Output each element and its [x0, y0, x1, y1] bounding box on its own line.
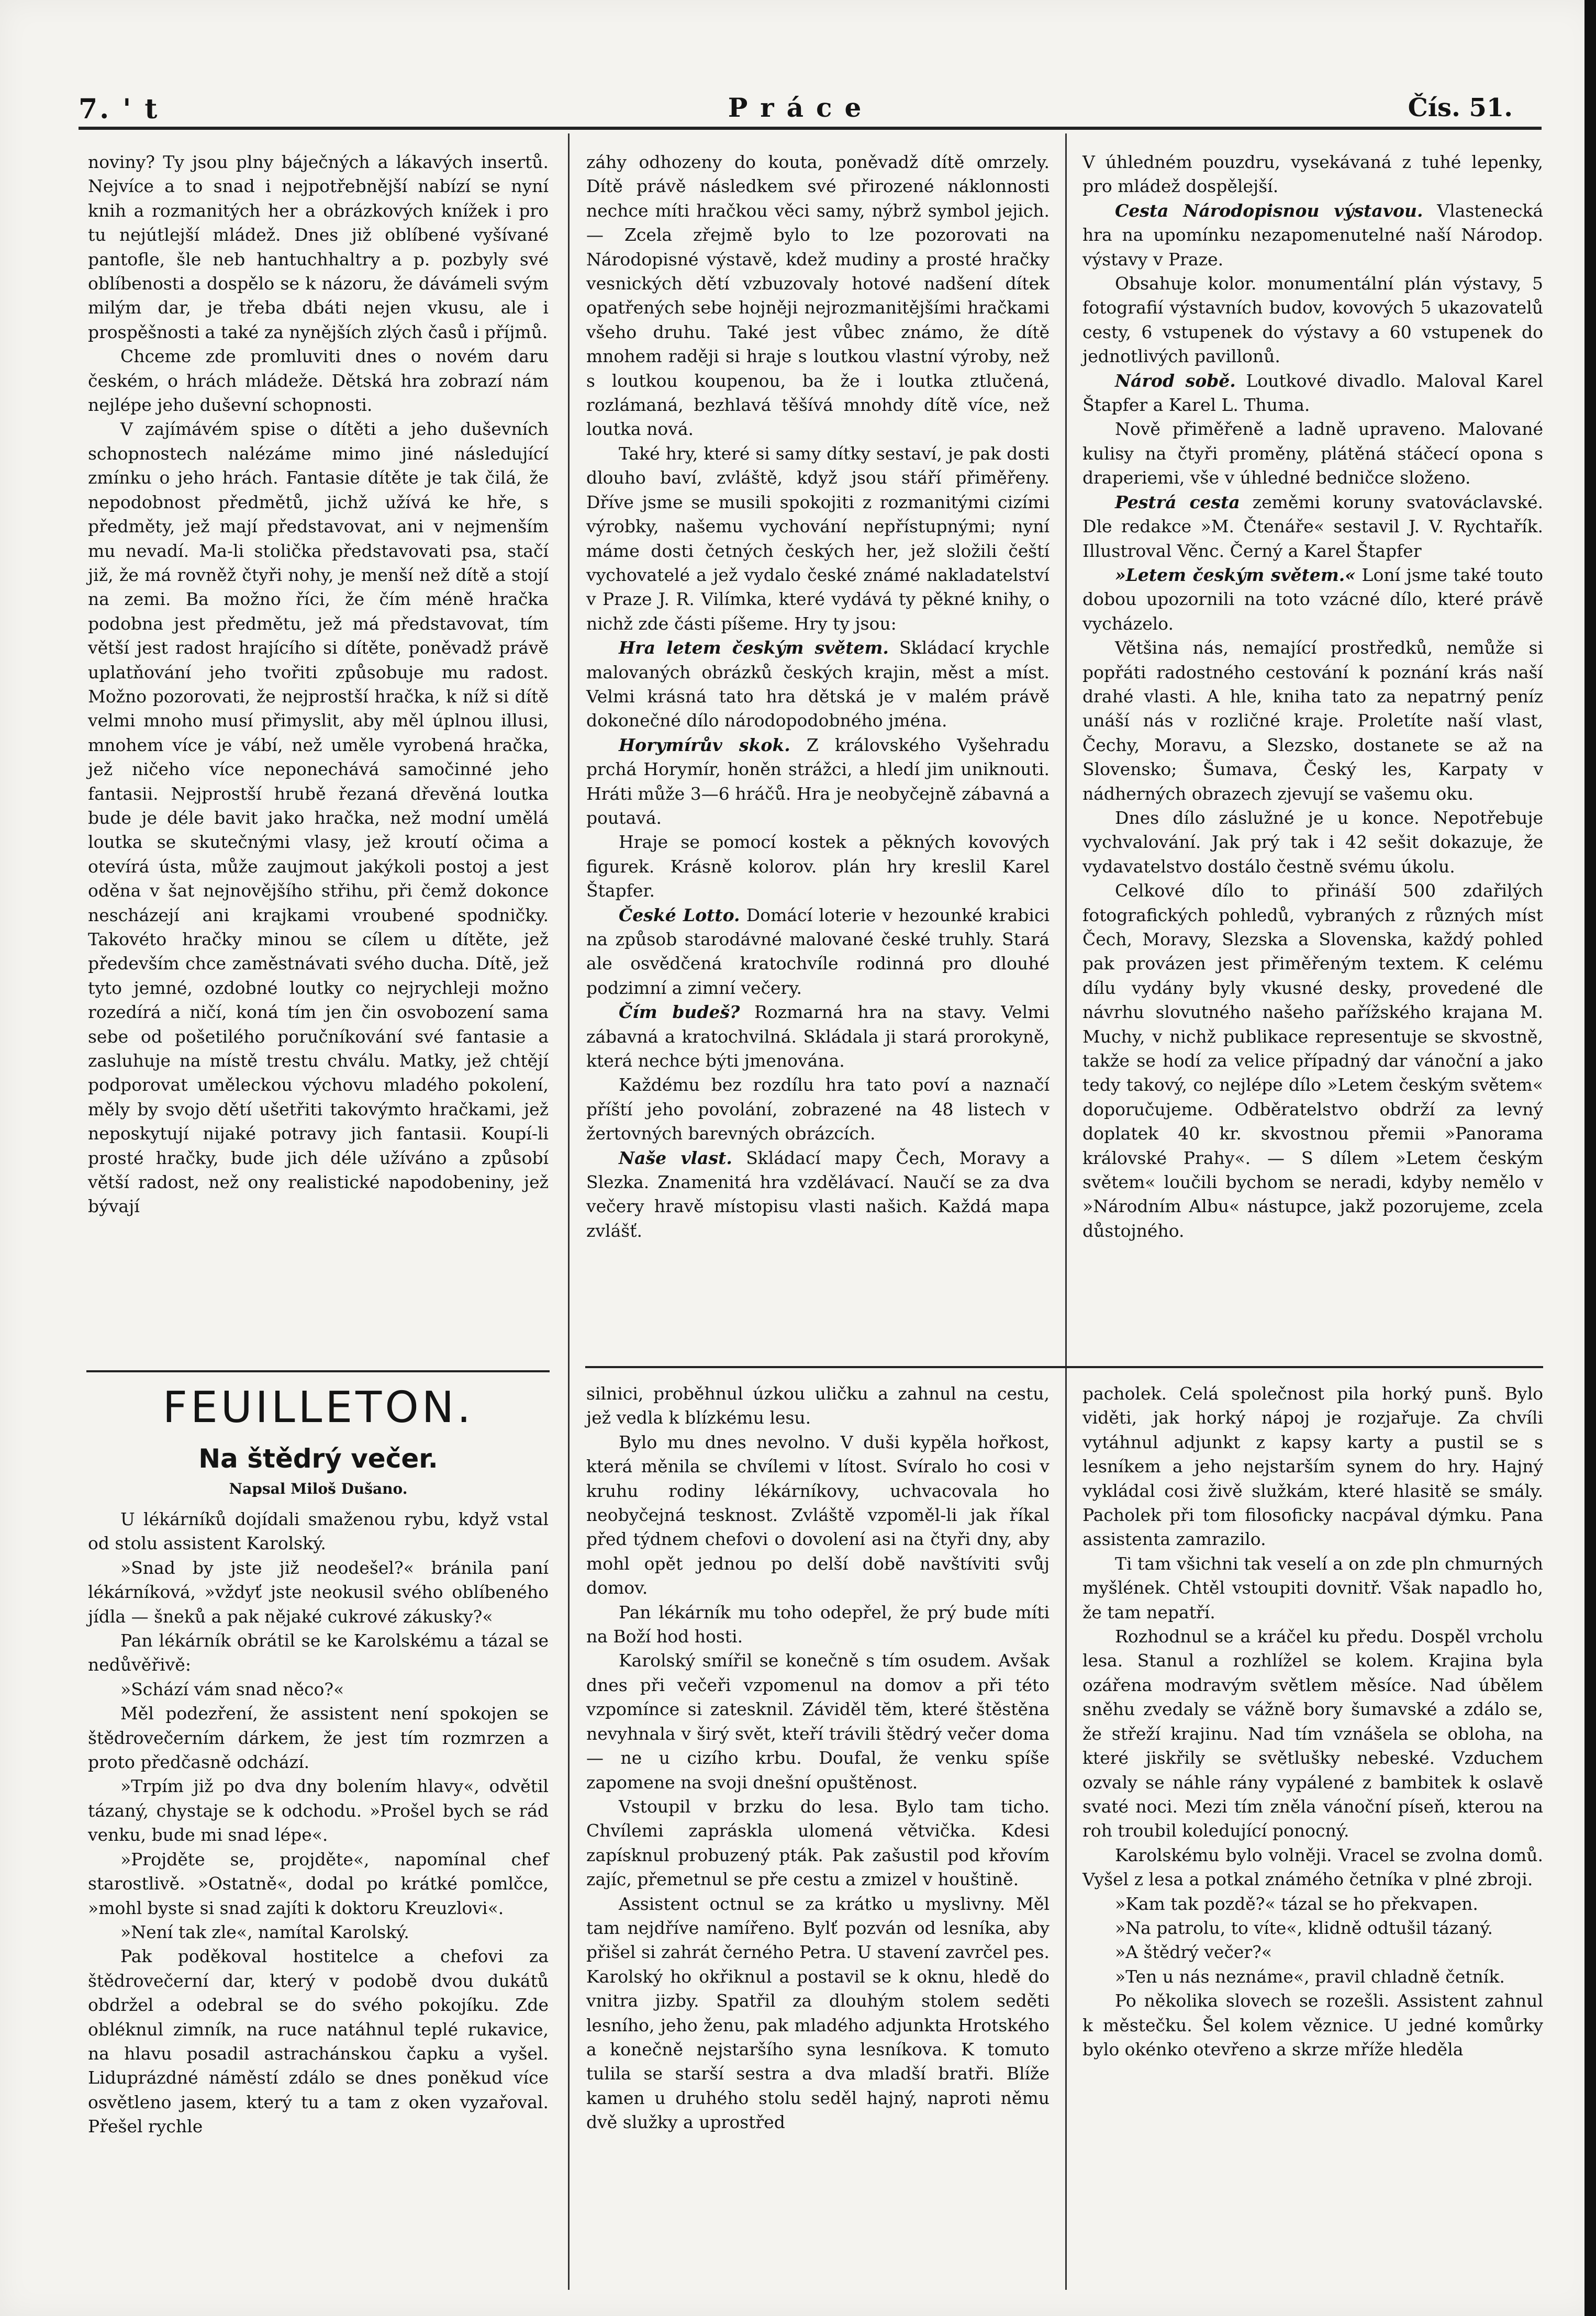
paragraph: Pan lékárník mu toho odepřel, že prý bude míti na Boží hod hosti.	[586, 1602, 1050, 1647]
paragraph: Každému bez rozdílu hra tato poví a naznačí příští jeho povolání, zobrazené na 48 listech v žertovných barevných obrázcích.	[586, 1075, 1050, 1144]
item-title: Hra letem českým světem.	[619, 637, 889, 658]
paragraph: Pestrá cesta zeměmi koruny svatováclavské. Dle redakce »M. Čtenáře« sestavil J. V. Rychtařík. Illustroval Věnc. Černý a Karel Štapfer	[1082, 491, 1543, 561]
feuilleton-column-1	[88, 1507, 549, 2139]
feuilleton-header	[88, 1382, 549, 1501]
paragraph: Národ sobě. Loutkové divadlo. Maloval Karel Štapfer a Karel L. Thuma.	[1082, 370, 1544, 416]
paragraph: Hraje se pomocí kostek a pěkných kovových figurek. Krásně kolorov. plán hry kreslil Karel Štapfer.	[586, 832, 1050, 901]
item-title: Cesta Národopisnou výstavou.	[1115, 200, 1423, 221]
newspaper-title: Práce	[728, 92, 874, 123]
paragraph: U lékárníků dojídali smaženou rybu, když vstal od stolu assistent Karolský.	[88, 1509, 549, 1554]
feuilleton-rule-left	[86, 1370, 550, 1372]
paragraph: »Snad by jste již neodešel?« bránila paní lékárníková, »vždyť jste neokusil svého oblíbeného jídla — šneků a pak nějaké cukrové zákusky?«	[88, 1557, 549, 1627]
paragraph: Obsahuje kolor. monumentální plán výstavy, 5 fotografií výstavních budov, kovových 5 ukazovatelů cesty, 6 vstupenek do výstavy a 60 vstupenek do jednotlivých pavillonů.	[1082, 273, 1543, 367]
feuilleton-heading: FEUILLETON.	[162, 1383, 474, 1433]
paragraph: Naše vlast. Skládací mapy Čech, Moravy a Slezka. Znamenitá hra vzdělávací. Naučí se za dva večery hravě místopisu vlasti našich. Každá mapa zvlášť.	[586, 1147, 1050, 1241]
paragraph: Karolskému bylo volněji. Vracel se zvolna domů. Vyšel z lesa a potkal známého četníka v plné zbroji.	[1082, 1844, 1543, 1890]
feuilleton-column-3	[1082, 1382, 1543, 2062]
paragraph: Hra letem českým světem. Skládací krychle malovaných obrázků českých krajin, měst a míst. Velmi krásná tato hra dětská je v malém právě dokonečné dílo národopodobného jména.	[586, 637, 1050, 731]
paragraph: Ti tam všichni tak veselí a on zde pln chmurných myšlének. Chtěl vstoupiti dovnitř. Však napadlo ho, že tam nepatří.	[1082, 1553, 1543, 1623]
paragraph: Měl podezření, že assistent není spokojen se štědrovečerním dárkem, že jest tím rozmrzen a proto předčasně odchází.	[88, 1703, 549, 1773]
paragraph: »Letem českým světem.« Loní jsme také touto dobou upozornili na toto vzácné dílo, které právě vycházelo.	[1082, 564, 1543, 634]
article-column-3	[1082, 150, 1543, 1243]
paragraph: »Není tak zle«, namítal Karolský.	[120, 1921, 409, 1942]
issue-number: Čís. 51.	[1408, 93, 1513, 122]
paragraph: Pan lékárník obrátil se ke Karolskému a tázal se nedůvěřivě:	[88, 1630, 549, 1675]
page-header	[79, 88, 1523, 125]
item-title: České Lotto.	[619, 904, 740, 925]
page-number: 7. ' t	[79, 93, 160, 125]
paragraph: »Na patrolu, to víte«, klidně odtušil tázaný.	[1115, 1917, 1493, 1938]
paragraph: »Ten u nás neznáme«, pravil chladně četník.	[1115, 1966, 1505, 1987]
scan-edge-stripe	[1584, 0, 1596, 2316]
paragraph: »Schází vám snad něco?«	[120, 1679, 344, 1699]
article-column-1	[88, 150, 549, 1219]
paragraph: Vstoupil v brzku do lesa. Bylo tam ticho. Chvílemi zapráskla ulomená větvička. Kdesi zapísknul probuzený pták. Pak zašustil pod křovím zajíc, přemetnul se pře cestu a zmizel v houštině.	[586, 1796, 1050, 1890]
column-divider-left	[568, 133, 570, 2290]
paragraph: záhy odhozeny do kouta, poněvadž dítě omrzely. Dítě právě následkem své přirozené náklonnosti nechce míti hračkou věci samy, nýbrž symbol jejich. — Zcela zřejmě bylo to lze pozorovati na Národopisné výstavě, kdež mudiny a prosté hračky vesnických dětí vzbuzovaly hotové nadšení dítek opatřených sebe hojněji nejrozmanitějšími hračkami všeho druhu. Také jest vůbec známo, že dítě mnohem raději si hraje s loutkou vlastní výroby, než s loutkou koupenou, ba že i loutka ztlučená, rozlámaná, bezhlavá těšívá mnohdy dítě více, než loutka nová.	[586, 152, 1050, 440]
paragraph: Bylo mu dnes nevolno. V duši kypěla hořkost, která měnila se chvílemi v lítost. Svíralo ho cosi v kruhu rodiny lékárníkovy, uchvacovala ho neobyčejná tesknost. Zvláště vzpoměl-li jak říkal před týdnem chefovi o dovolení asi na čtyři dny, aby mohl opět jednou po delší době navštíviti svůj domov.	[586, 1431, 1050, 1598]
article-column-2	[586, 150, 1050, 1243]
paragraph: »A štědrý večer?«	[1115, 1942, 1273, 1963]
paragraph: »Projděte se, projděte«, napomínal chef starostlivě. »Ostatně«, dodal po krátké pomlčce, »mohl byste si snad zajíti k doktoru Kreuzlovi«.	[88, 1849, 549, 1918]
header-rule	[79, 127, 1542, 130]
paragraph: České Lotto. Domácí loterie v hezounké krabici na způsob starodávné malované české truhly. Stará ale osvědčená kratochvíle rodinná pro dlouhé podzimní a zimní večery.	[586, 904, 1050, 998]
paragraph: Karolský smířil se konečně s tím osudem. Avšak dnes při večeři vzpomenul na domov a při této vzpomínce si zatesknil. Záviděl tĕm, které štěstěna nevyhnala v širý svět, kteří trávili štědrý večer doma — ne u cizího krbu. Doufal, že venku spíše zapomene na svoji dnešní opuštěnost.	[586, 1650, 1050, 1793]
feuilleton-column-2	[586, 1382, 1050, 2135]
paragraph: Rozhodnul se a kráčel ku předu. Dospěl vrcholu lesa. Stanul a rozhlížel se kolem. Krajina byla ozářena modravým světlem měsíce. Nad úbělem sněhu zvedaly se vážně bory šumavské a zdálo se, že střeží krajinu. Nad tím vznášela se obloha, na které jiskřily se světlušky nebeské. Vzduchem ozvaly se náhle rány vypálené z bambitek k oslavě svaté noci. Mezi tím zněla vánoční píseň, kterou na roh troubil koledující ponocný.	[1082, 1626, 1543, 1841]
paragraph: noviny? Ty jsou plny báječných a lákavých insertů. Nejvíce a to snad i nejpotřebnější nabízí se nyní knih a rozmanitých her a obrázkových knížek i pro tu nejútlejší mládež. Dnes již oblíbené vyšívané pantofle, šle neb hantuchhaltry a p. pozbyly své oblíbenosti a dospělo se k názoru, že dávámeli svým milým dar, je třeba dbáti nejen vkusu, ale i prospěšnosti a také za nynějších zlých časů i příjmů.	[88, 152, 549, 342]
paragraph: Cesta Národopisnou výstavou. Vlastenecká hra na upomínku nezapomenutelné naší Národop. výstavy v Praze.	[1082, 200, 1543, 270]
paragraph: pacholek. Celá společnost pila horký punš. Bylo viděti, jak horký nápoj je rozjařuje. Za chvíli vytáhnul adjunkt z kapsy karty a pustil se s lesníkem a jeho nejstarším synem do hry. Hajný vykládal cosi živě služkám, které hlasitě se smály. Pacholek při tom filosoficky nacpával dýmku. Pana assistenta zamrazilo.	[1082, 1383, 1543, 1550]
paragraph: Čím budeš? Rozmarná hra na stavy. Velmi zábavná a kratochvilná. Skládala ji stará prorokyně, která nechce býti jmenována.	[586, 1002, 1050, 1071]
story-title: Na štědrý večer.	[198, 1444, 438, 1474]
column-divider-right	[1065, 133, 1067, 2290]
paragraph: »Kam tak pozdě?« tázal se ho překvapen.	[1115, 1893, 1478, 1914]
item-title: Čím budeš?	[619, 1002, 740, 1023]
paragraph: V zajímávém spise o dítěti a jeho duševních schopnostech nalézáme mimo jiné následující zmínku o jeho hrách. Fantasie dítěte je tak čilá, že nepodobnost předmětů, jichž užívá ke hře, s předměty, jež mají představovat, ani v nejmenším mu nevadí. Ma-li stolička představovati psa, stačí již, že má rovněž čtyři nohy, je menší než dítě a stojí na zemi. Ba možno říci, že čím méně hračka podobna jest předmětu, jež má představovat, tím větší jest radost hrajícího si dítěte, poněvadž právě uplatňování jeho tvořiti způsobuje mu radost. Možno pozorovati, že nejprostší hračka, k níž si dítě velmi mnoho musí přimyslit, aby měl úplnou illusi, mnohem více je vábí, než uměle vyrobená hračka, jež ničeho více neponechává samočinné jeho fantasii. Nejprostší hrubě řezaná dřevěná loutka bude je déle bavit jako hračka, než modní umělá loutka se skutečnými vlasy, jež kroutí očima a otevírá ústa, může zaujmout jakýkoli postoj a jest oděna v šat nejnovějšího střihu, při čemž dokonce nescházejí ani krajkami vroubené spodničky. Takovéto hračky minou se cílem u dítěte, jež především chce zaměstnávati svého ducha. Dítě, jež tyto jemné, ozdobné loutky co nejrychleji možno rozedírá a ničí, koná tím jen čin osvobození sama sebe od pošetilého poručníkování své fantasie a zasluhuje na místě trestu chválu. Matky, jež chtějí podporovat uměleckou výchovu mladého pokolení, měly by svojo dětí ušetřiti takovýmto hračkami, jež neposkytují nijaké potravy jich fantasii. Koupí-li prosté hračky, bude jich déle užíváno a způsobí větší radost, než ony realistické napodobeniny, jež bývají	[88, 419, 549, 1217]
paragraph: Horymírův skok. Z královského Vyšehradu prchá Horymír, honěn strážci, a hledí jim uniknouti. Hráti může 3—6 hráčů. Hra je neobyčejně zábavná a poutavá.	[586, 734, 1050, 828]
paragraph: Nově přiměřeně a ladně upraveno. Malované kulisy na čtyři proměny, plátěná stáčecí opona s draperiemi, vše v úhledné bedničce složeno.	[1082, 419, 1543, 488]
paragraph: Také hry, které si samy dítky sestaví, je pak dosti dlouho baví, zvláště, když jsou stáří přiměřeny. Dříve jsme se musili spokojiti z rozmanitými cizími výrobky, našemu vychování nepřístupnými; nyní máme dosti četných českých her, jež složili čeští vychovatelé a jež vydalo české známé nakladatelství v Praze J. R. Vilímka, které vydává ty pěkné knihy, o nichž zde části píšeme. Hry ty jsou:	[586, 443, 1050, 634]
paragraph: silnici, proběhnul úzkou uličku a zahnul na cestu, jež vedla k blízkému lesu.	[586, 1383, 1050, 1428]
item-title: Národ sobě.	[1115, 370, 1236, 391]
paragraph: Celkové dílo to přináší 500 zdařilých fotografických pohledů, vybraných z různých míst Čech, Moravy, Slezska a Slovenska, každý pohled pak provázen jest přiměřeným textem. K celému dílu vydány byly vkusné desky, provedené dle návrhu slovutného našeho pařížského krajana M. Muchy, v nichž publikace representuje se skvostně, takže se hodí za velice případný dar vánoční a jako tedy takový, co nejlépe dílo »Letem českým světem« doporučujeme. Odběratelstvo obdrží za levný doplatek 40 kr. skvostnou přemii »Panorama královské Prahy«. — S dílem »Letem českým světem« loučili bychom se neradi, kdyby nemělo v »Národním Albu« nástupce, jakž pozorujeme, zcela důstojného.	[1082, 880, 1543, 1241]
item-title: »Letem českým světem.«	[1115, 564, 1356, 585]
item-title: Pestrá cesta	[1115, 491, 1240, 512]
paragraph: Dnes dílo záslužné je u konce. Nepotřebuje vychvalování. Jak prý tak i 42 sešit dokazuje, že vydavatelstvo dostálo čestně svému úkolu.	[1082, 807, 1543, 877]
paragraph: Většina nás, nemající prostředků, nemůže si popřáti radostného cestování k poznání krás naší drahé vlasti. A hle, kniha tato za nepatrný peníz unáší nás v rozličné kraje. Proletíte naší vlast, Čechy, Moravu, a Slezsko, dostanete se až na Slovensko; Šumava, Český les, Karpaty v nádherných obrazech zjevují se vašemu oku.	[1082, 637, 1543, 804]
paragraph: Chceme zde promluviti dnes o novém daru českém, o hrách mládeže. Dětská hra zobrazí nám nejlépe jeho duševní schopnosti.	[88, 346, 549, 416]
item-title: Horymírův skok.	[619, 734, 790, 755]
paragraph: Pak poděkoval hostitelce a chefovi za štědrovečerní dar, který v podobě dvou dukátů obdržel a odebral se do svého pokojíku. Zde obléknul zimník, na ruce natáhnul teplé rukavice, na hlavu posadil astrachánskou čapku a vyšel. Liduprázdné náměstí zdálo se dnes poněkud více osvětleno jasem, který tu a tam z oken vyzařoval. Přešel rychle	[88, 1946, 549, 2137]
paragraph: »Trpím již po dva dny bolením hlavy«, odvětil tázaný, chystaje se k odchodu. »Prošel bych se rád venku, bude mi snad lépe«.	[88, 1776, 549, 1845]
paragraph: V úhledném pouzdru, vysekávaná z tuhé lepenky, pro mládež dospělejší.	[1082, 152, 1543, 197]
feuilleton-rule-right	[585, 1366, 1543, 1368]
paragraph: Assistent octnul se za krátko u myslivny. Měl tam nejdříve namířeno. Bylť pozván od lesníka, aby přišel si zahrát černého Petra. U stavení zavrčel pes. Karolský ho okřiknul a postavil se k oknu, hledě do vnitra jizby. Spatřil za dlouhým stolem seděti lesního, jeho ženu, pak mladého adjunkta Hrotského a konečně nejstaršího syna lesníkova. K tomuto tulila se starší sestra a dva mladší bratři. Blíže kamen u druhého stolu seděl hajný, naproti němu dvě služky a uprostřed	[586, 1893, 1050, 2133]
item-title: Naše vlast.	[619, 1147, 732, 1168]
paragraph: Po několika slovech se rozešli. Assistent zahnul k městečku. Šel kolem věznice. U jedné komůrky bylo okénko otevřeno a skrze mříže hleděla	[1082, 1990, 1543, 2060]
story-author: Napsal Miloš Dušano.	[229, 1480, 408, 1497]
